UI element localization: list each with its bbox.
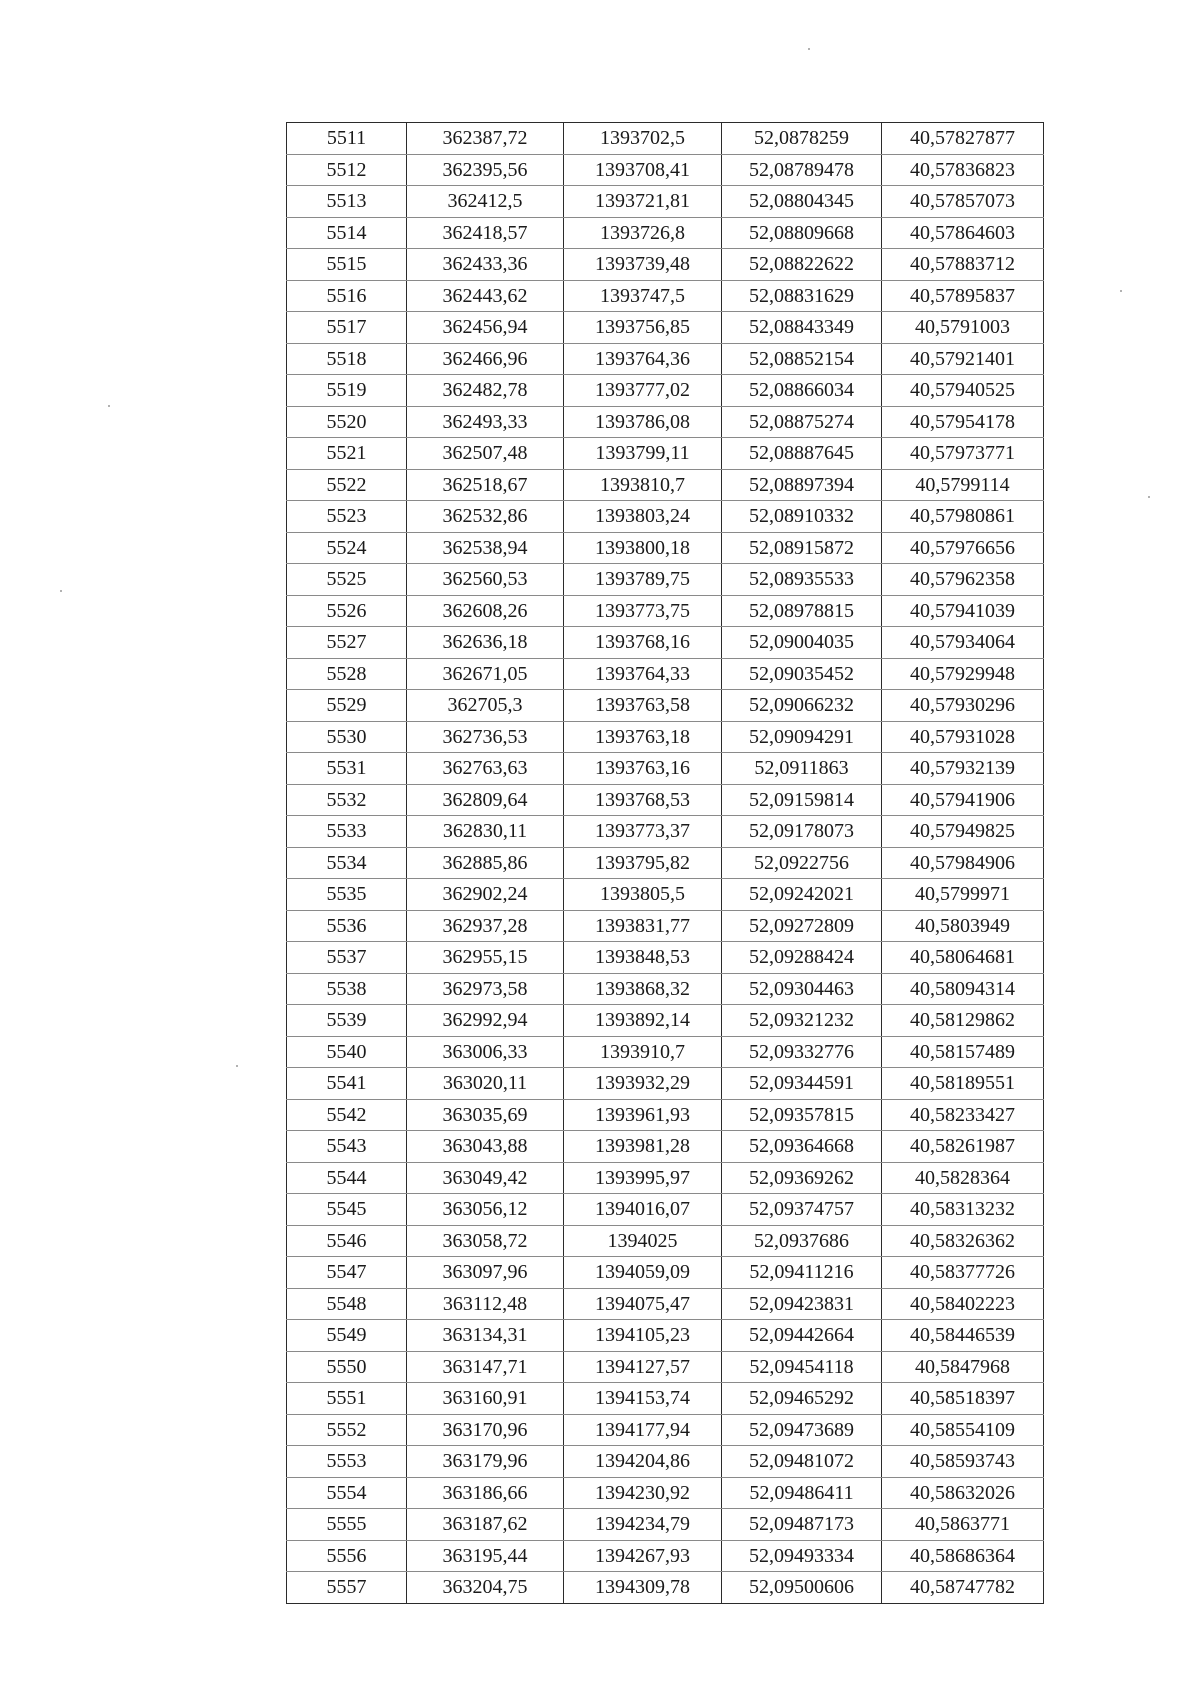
y-coordinate-cell: 1393803,24 [564, 501, 722, 533]
y-coordinate-cell: 1394230,92 [564, 1477, 722, 1509]
y-coordinate-cell: 1393747,5 [564, 280, 722, 312]
y-coordinate-cell: 1393795,82 [564, 847, 722, 879]
x-coordinate-cell: 362902,24 [407, 879, 564, 911]
y-coordinate-cell: 1393995,97 [564, 1162, 722, 1194]
point-number-cell: 5531 [287, 753, 407, 785]
table-row [287, 721, 1044, 753]
latitude-cell: 52,09481072 [722, 1446, 882, 1478]
table-row [287, 1194, 1044, 1226]
y-coordinate-cell: 1393726,8 [564, 217, 722, 249]
table-row [287, 438, 1044, 470]
longitude-cell: 40,58261987 [882, 1131, 1044, 1163]
longitude-cell: 40,58402223 [882, 1288, 1044, 1320]
table-row [287, 910, 1044, 942]
y-coordinate-cell: 1393763,18 [564, 721, 722, 753]
latitude-cell: 52,08978815 [722, 595, 882, 627]
point-number-cell: 5520 [287, 406, 407, 438]
longitude-cell: 40,58593743 [882, 1446, 1044, 1478]
longitude-cell: 40,5799971 [882, 879, 1044, 911]
table-row [287, 501, 1044, 533]
x-coordinate-cell: 362736,53 [407, 721, 564, 753]
y-coordinate-cell: 1393773,37 [564, 816, 722, 848]
table-row [287, 1509, 1044, 1541]
x-coordinate-cell: 363147,71 [407, 1351, 564, 1383]
x-coordinate-cell: 362532,86 [407, 501, 564, 533]
scan-speck [236, 1065, 238, 1067]
latitude-cell: 52,08804345 [722, 186, 882, 218]
y-coordinate-cell: 1393764,36 [564, 343, 722, 375]
y-coordinate-cell: 1394059,09 [564, 1257, 722, 1289]
table-row [287, 1162, 1044, 1194]
table-row [287, 469, 1044, 501]
latitude-cell: 52,09411216 [722, 1257, 882, 1289]
x-coordinate-cell: 362560,53 [407, 564, 564, 596]
point-number-cell: 5524 [287, 532, 407, 564]
y-coordinate-cell: 1394075,47 [564, 1288, 722, 1320]
latitude-cell: 52,09369262 [722, 1162, 882, 1194]
table-row [287, 375, 1044, 407]
x-coordinate-cell: 362456,94 [407, 312, 564, 344]
longitude-cell: 40,58094314 [882, 973, 1044, 1005]
scan-speck [1148, 496, 1150, 498]
point-number-cell: 5547 [287, 1257, 407, 1289]
x-coordinate-cell: 363020,11 [407, 1068, 564, 1100]
latitude-cell: 52,08822622 [722, 249, 882, 281]
longitude-cell: 40,57934064 [882, 627, 1044, 659]
point-number-cell: 5517 [287, 312, 407, 344]
point-number-cell: 5536 [287, 910, 407, 942]
table-row [287, 1572, 1044, 1604]
latitude-cell: 52,08852154 [722, 343, 882, 375]
point-number-cell: 5551 [287, 1383, 407, 1415]
longitude-cell: 40,57836823 [882, 154, 1044, 186]
longitude-cell: 40,57962358 [882, 564, 1044, 596]
longitude-cell: 40,57949825 [882, 816, 1044, 848]
x-coordinate-cell: 362395,56 [407, 154, 564, 186]
point-number-cell: 5523 [287, 501, 407, 533]
longitude-cell: 40,5799114 [882, 469, 1044, 501]
point-number-cell: 5539 [287, 1005, 407, 1037]
point-number-cell: 5557 [287, 1572, 407, 1604]
longitude-cell: 40,58747782 [882, 1572, 1044, 1604]
y-coordinate-cell: 1393739,48 [564, 249, 722, 281]
longitude-cell: 40,57984906 [882, 847, 1044, 879]
table-row [287, 879, 1044, 911]
point-number-cell: 5512 [287, 154, 407, 186]
latitude-cell: 52,0937686 [722, 1225, 882, 1257]
latitude-cell: 52,09364668 [722, 1131, 882, 1163]
table-row [287, 312, 1044, 344]
y-coordinate-cell: 1393932,29 [564, 1068, 722, 1100]
table-row [287, 753, 1044, 785]
point-number-cell: 5513 [287, 186, 407, 218]
latitude-cell: 52,08897394 [722, 469, 882, 501]
y-coordinate-cell: 1393810,7 [564, 469, 722, 501]
x-coordinate-cell: 363097,96 [407, 1257, 564, 1289]
scan-speck [1120, 290, 1122, 292]
latitude-cell: 52,08887645 [722, 438, 882, 470]
point-number-cell: 5530 [287, 721, 407, 753]
latitude-cell: 52,09454118 [722, 1351, 882, 1383]
y-coordinate-cell: 1393831,77 [564, 910, 722, 942]
x-coordinate-cell: 363187,62 [407, 1509, 564, 1541]
table-row [287, 847, 1044, 879]
longitude-cell: 40,57973771 [882, 438, 1044, 470]
x-coordinate-cell: 362608,26 [407, 595, 564, 627]
y-coordinate-cell: 1393702,5 [564, 123, 722, 155]
latitude-cell: 52,09094291 [722, 721, 882, 753]
longitude-cell: 40,58313232 [882, 1194, 1044, 1226]
x-coordinate-cell: 362809,64 [407, 784, 564, 816]
table-row [287, 1257, 1044, 1289]
x-coordinate-cell: 363049,42 [407, 1162, 564, 1194]
point-number-cell: 5553 [287, 1446, 407, 1478]
longitude-cell: 40,58554109 [882, 1414, 1044, 1446]
y-coordinate-cell: 1393892,14 [564, 1005, 722, 1037]
point-number-cell: 5542 [287, 1099, 407, 1131]
latitude-cell: 52,09344591 [722, 1068, 882, 1100]
longitude-cell: 40,5863771 [882, 1509, 1044, 1541]
y-coordinate-cell: 1394025 [564, 1225, 722, 1257]
y-coordinate-cell: 1393763,16 [564, 753, 722, 785]
latitude-cell: 52,09035452 [722, 658, 882, 690]
scan-speck [60, 590, 62, 592]
table-row [287, 1099, 1044, 1131]
y-coordinate-cell: 1393786,08 [564, 406, 722, 438]
scan-speck [808, 48, 810, 50]
y-coordinate-cell: 1394204,86 [564, 1446, 722, 1478]
latitude-cell: 52,09272809 [722, 910, 882, 942]
point-number-cell: 5540 [287, 1036, 407, 1068]
x-coordinate-cell: 363006,33 [407, 1036, 564, 1068]
point-number-cell: 5552 [287, 1414, 407, 1446]
latitude-cell: 52,08789478 [722, 154, 882, 186]
table-row [287, 154, 1044, 186]
x-coordinate-cell: 363035,69 [407, 1099, 564, 1131]
longitude-cell: 40,57895837 [882, 280, 1044, 312]
latitude-cell: 52,08831629 [722, 280, 882, 312]
point-number-cell: 5528 [287, 658, 407, 690]
latitude-cell: 52,09321232 [722, 1005, 882, 1037]
y-coordinate-cell: 1393764,33 [564, 658, 722, 690]
point-number-cell: 5543 [287, 1131, 407, 1163]
table-row [287, 1446, 1044, 1478]
latitude-cell: 52,08843349 [722, 312, 882, 344]
y-coordinate-cell: 1393721,81 [564, 186, 722, 218]
longitude-cell: 40,57883712 [882, 249, 1044, 281]
point-number-cell: 5529 [287, 690, 407, 722]
longitude-cell: 40,58129862 [882, 1005, 1044, 1037]
x-coordinate-cell: 362443,62 [407, 280, 564, 312]
table-row [287, 1068, 1044, 1100]
latitude-cell: 52,09004035 [722, 627, 882, 659]
latitude-cell: 52,09357815 [722, 1099, 882, 1131]
x-coordinate-cell: 362482,78 [407, 375, 564, 407]
latitude-cell: 52,09423831 [722, 1288, 882, 1320]
point-number-cell: 5535 [287, 879, 407, 911]
latitude-cell: 52,08915872 [722, 532, 882, 564]
y-coordinate-cell: 1394153,74 [564, 1383, 722, 1415]
y-coordinate-cell: 1393981,28 [564, 1131, 722, 1163]
point-number-cell: 5554 [287, 1477, 407, 1509]
x-coordinate-cell: 363043,88 [407, 1131, 564, 1163]
table-row [287, 217, 1044, 249]
longitude-cell: 40,57976656 [882, 532, 1044, 564]
latitude-cell: 52,08935533 [722, 564, 882, 596]
longitude-cell: 40,57864603 [882, 217, 1044, 249]
y-coordinate-cell: 1394016,07 [564, 1194, 722, 1226]
latitude-cell: 52,09242021 [722, 879, 882, 911]
x-coordinate-cell: 362992,94 [407, 1005, 564, 1037]
table-row [287, 249, 1044, 281]
table-row [287, 658, 1044, 690]
point-number-cell: 5538 [287, 973, 407, 1005]
x-coordinate-cell: 362538,94 [407, 532, 564, 564]
x-coordinate-cell: 362387,72 [407, 123, 564, 155]
table-row [287, 690, 1044, 722]
x-coordinate-cell: 363056,12 [407, 1194, 564, 1226]
table-row [287, 1351, 1044, 1383]
latitude-cell: 52,08809668 [722, 217, 882, 249]
y-coordinate-cell: 1393799,11 [564, 438, 722, 470]
y-coordinate-cell: 1393763,58 [564, 690, 722, 722]
y-coordinate-cell: 1393805,5 [564, 879, 722, 911]
x-coordinate-cell: 362955,15 [407, 942, 564, 974]
point-number-cell: 5516 [287, 280, 407, 312]
latitude-cell: 52,0922756 [722, 847, 882, 879]
x-coordinate-cell: 363160,91 [407, 1383, 564, 1415]
table-row [287, 784, 1044, 816]
latitude-cell: 52,09159814 [722, 784, 882, 816]
point-number-cell: 5526 [287, 595, 407, 627]
longitude-cell: 40,57954178 [882, 406, 1044, 438]
y-coordinate-cell: 1394309,78 [564, 1572, 722, 1604]
point-number-cell: 5532 [287, 784, 407, 816]
latitude-cell: 52,09493334 [722, 1540, 882, 1572]
table-row [287, 1320, 1044, 1352]
x-coordinate-cell: 363186,66 [407, 1477, 564, 1509]
latitude-cell: 52,09442664 [722, 1320, 882, 1352]
scan-speck [108, 405, 110, 407]
y-coordinate-cell: 1394127,57 [564, 1351, 722, 1383]
longitude-cell: 40,58518397 [882, 1383, 1044, 1415]
latitude-cell: 52,09374757 [722, 1194, 882, 1226]
x-coordinate-cell: 363170,96 [407, 1414, 564, 1446]
latitude-cell: 52,09487173 [722, 1509, 882, 1541]
y-coordinate-cell: 1393708,41 [564, 154, 722, 186]
x-coordinate-cell: 363112,48 [407, 1288, 564, 1320]
coordinates-table-body [287, 123, 1044, 1604]
table-row [287, 627, 1044, 659]
longitude-cell: 40,58377726 [882, 1257, 1044, 1289]
x-coordinate-cell: 362830,11 [407, 816, 564, 848]
table-row [287, 564, 1044, 596]
y-coordinate-cell: 1394267,93 [564, 1540, 722, 1572]
latitude-cell: 52,09288424 [722, 942, 882, 974]
point-number-cell: 5533 [287, 816, 407, 848]
x-coordinate-cell: 362507,48 [407, 438, 564, 470]
longitude-cell: 40,58446539 [882, 1320, 1044, 1352]
table-row [287, 1036, 1044, 1068]
table-row [287, 186, 1044, 218]
longitude-cell: 40,58326362 [882, 1225, 1044, 1257]
table-row [287, 816, 1044, 848]
table-row [287, 532, 1044, 564]
longitude-cell: 40,58686364 [882, 1540, 1044, 1572]
latitude-cell: 52,08875274 [722, 406, 882, 438]
x-coordinate-cell: 362763,63 [407, 753, 564, 785]
table-row [287, 1540, 1044, 1572]
y-coordinate-cell: 1393789,75 [564, 564, 722, 596]
longitude-cell: 40,57980861 [882, 501, 1044, 533]
x-coordinate-cell: 362493,33 [407, 406, 564, 438]
point-number-cell: 5545 [287, 1194, 407, 1226]
point-number-cell: 5527 [287, 627, 407, 659]
y-coordinate-cell: 1393848,53 [564, 942, 722, 974]
table-row [287, 973, 1044, 1005]
x-coordinate-cell: 362466,96 [407, 343, 564, 375]
x-coordinate-cell: 363195,44 [407, 1540, 564, 1572]
x-coordinate-cell: 363058,72 [407, 1225, 564, 1257]
y-coordinate-cell: 1394105,23 [564, 1320, 722, 1352]
latitude-cell: 52,08866034 [722, 375, 882, 407]
longitude-cell: 40,57921401 [882, 343, 1044, 375]
x-coordinate-cell: 362885,86 [407, 847, 564, 879]
table-row [287, 942, 1044, 974]
y-coordinate-cell: 1394177,94 [564, 1414, 722, 1446]
y-coordinate-cell: 1393768,16 [564, 627, 722, 659]
longitude-cell: 40,5828364 [882, 1162, 1044, 1194]
longitude-cell: 40,57930296 [882, 690, 1044, 722]
point-number-cell: 5556 [287, 1540, 407, 1572]
x-coordinate-cell: 362937,28 [407, 910, 564, 942]
y-coordinate-cell: 1393777,02 [564, 375, 722, 407]
longitude-cell: 40,57857073 [882, 186, 1044, 218]
point-number-cell: 5518 [287, 343, 407, 375]
table-row [287, 1225, 1044, 1257]
point-number-cell: 5511 [287, 123, 407, 155]
longitude-cell: 40,5847968 [882, 1351, 1044, 1383]
table-row [287, 1383, 1044, 1415]
point-number-cell: 5522 [287, 469, 407, 501]
y-coordinate-cell: 1393910,7 [564, 1036, 722, 1068]
longitude-cell: 40,58189551 [882, 1068, 1044, 1100]
longitude-cell: 40,58064681 [882, 942, 1044, 974]
x-coordinate-cell: 362671,05 [407, 658, 564, 690]
latitude-cell: 52,09332776 [722, 1036, 882, 1068]
point-number-cell: 5521 [287, 438, 407, 470]
longitude-cell: 40,58233427 [882, 1099, 1044, 1131]
point-number-cell: 5546 [287, 1225, 407, 1257]
x-coordinate-cell: 362518,67 [407, 469, 564, 501]
longitude-cell: 40,57931028 [882, 721, 1044, 753]
y-coordinate-cell: 1393768,53 [564, 784, 722, 816]
y-coordinate-cell: 1393800,18 [564, 532, 722, 564]
y-coordinate-cell: 1393756,85 [564, 312, 722, 344]
x-coordinate-cell: 362973,58 [407, 973, 564, 1005]
table-row [287, 406, 1044, 438]
latitude-cell: 52,09486411 [722, 1477, 882, 1509]
table-row [287, 595, 1044, 627]
y-coordinate-cell: 1393868,32 [564, 973, 722, 1005]
point-number-cell: 5548 [287, 1288, 407, 1320]
table-row [287, 1414, 1044, 1446]
longitude-cell: 40,57940525 [882, 375, 1044, 407]
latitude-cell: 52,09473689 [722, 1414, 882, 1446]
x-coordinate-cell: 363179,96 [407, 1446, 564, 1478]
latitude-cell: 52,08910332 [722, 501, 882, 533]
point-number-cell: 5544 [287, 1162, 407, 1194]
latitude-cell: 52,09178073 [722, 816, 882, 848]
longitude-cell: 40,57941906 [882, 784, 1044, 816]
coordinates-table [286, 122, 1044, 1604]
table-row [287, 280, 1044, 312]
point-number-cell: 5550 [287, 1351, 407, 1383]
x-coordinate-cell: 363204,75 [407, 1572, 564, 1604]
x-coordinate-cell: 362433,36 [407, 249, 564, 281]
point-number-cell: 5514 [287, 217, 407, 249]
longitude-cell: 40,58632026 [882, 1477, 1044, 1509]
longitude-cell: 40,57941039 [882, 595, 1044, 627]
latitude-cell: 52,09066232 [722, 690, 882, 722]
longitude-cell: 40,57929948 [882, 658, 1044, 690]
point-number-cell: 5534 [287, 847, 407, 879]
longitude-cell: 40,57932139 [882, 753, 1044, 785]
latitude-cell: 52,09465292 [722, 1383, 882, 1415]
x-coordinate-cell: 362636,18 [407, 627, 564, 659]
point-number-cell: 5549 [287, 1320, 407, 1352]
point-number-cell: 5515 [287, 249, 407, 281]
longitude-cell: 40,5803949 [882, 910, 1044, 942]
x-coordinate-cell: 362418,57 [407, 217, 564, 249]
point-number-cell: 5519 [287, 375, 407, 407]
y-coordinate-cell: 1393961,93 [564, 1099, 722, 1131]
x-coordinate-cell: 363134,31 [407, 1320, 564, 1352]
table-row [287, 123, 1044, 155]
table-row [287, 1288, 1044, 1320]
point-number-cell: 5555 [287, 1509, 407, 1541]
longitude-cell: 40,57827877 [882, 123, 1044, 155]
y-coordinate-cell: 1394234,79 [564, 1509, 722, 1541]
y-coordinate-cell: 1393773,75 [564, 595, 722, 627]
table-row [287, 1131, 1044, 1163]
latitude-cell: 52,0878259 [722, 123, 882, 155]
latitude-cell: 52,09500606 [722, 1572, 882, 1604]
x-coordinate-cell: 362412,5 [407, 186, 564, 218]
latitude-cell: 52,0911863 [722, 753, 882, 785]
longitude-cell: 40,5791003 [882, 312, 1044, 344]
table-row [287, 343, 1044, 375]
table-row [287, 1005, 1044, 1037]
point-number-cell: 5537 [287, 942, 407, 974]
longitude-cell: 40,58157489 [882, 1036, 1044, 1068]
x-coordinate-cell: 362705,3 [407, 690, 564, 722]
table-row [287, 1477, 1044, 1509]
latitude-cell: 52,09304463 [722, 973, 882, 1005]
point-number-cell: 5525 [287, 564, 407, 596]
point-number-cell: 5541 [287, 1068, 407, 1100]
